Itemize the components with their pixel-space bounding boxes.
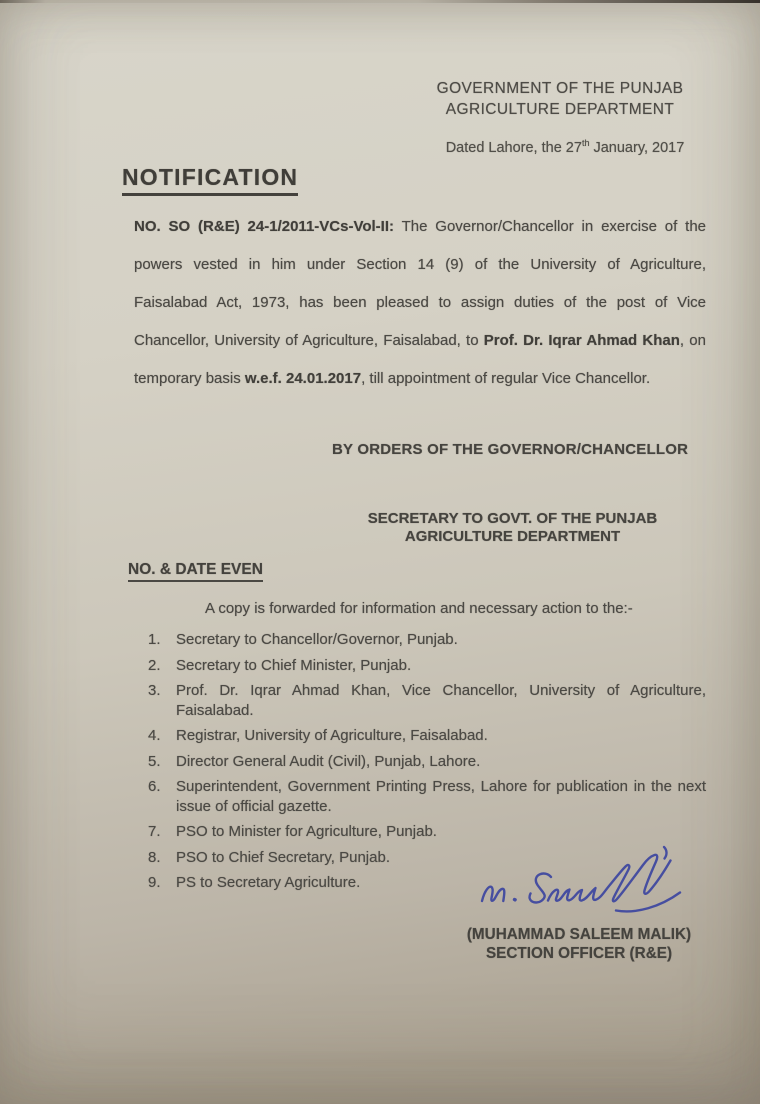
cc-item-text: Superintendent, Government Printing Press, Lahore for publication in the next issue of official gazette. [176, 778, 706, 815]
effective-date: w.e.f. 24.01.2017 [244, 370, 362, 387]
letterhead [360, 78, 760, 120]
cc-item-3 [148, 681, 706, 720]
reference-number: NO. SO (R&E) 24-1/2011-VCs-Vol-II: [134, 218, 395, 235]
cc-item-text: PSO to Chief Secretary, Punjab. [176, 848, 390, 866]
date-text-rest: January, 2017 [589, 140, 685, 156]
paragraph-line-5: temporary basis w.e.f. 24.01.2017, till appointment of regular Vice Chancellor. [134, 370, 651, 387]
notification-title: NOTIFICATION [122, 164, 298, 196]
signature-loops-stroke [548, 855, 671, 901]
appointee-name: Prof. Dr. Iqrar Ahmad Khan [483, 332, 680, 349]
signer-title: SECTION OFFICER (R&E) [485, 944, 673, 962]
cc-item-text: Secretary to Chancellor/Governor, Punjab. [176, 631, 458, 648]
even-number-heading: NO. & DATE EVEN [128, 561, 263, 582]
date-line [415, 138, 715, 156]
cc-item-number: 1. [148, 631, 161, 648]
cc-item-text: Secretary to Chief Minister, Punjab. [176, 656, 412, 674]
cc-item-number: 4. [148, 727, 161, 744]
copy-forwarded-line: A copy is forwarded for information and necessary action to the:- [205, 600, 633, 617]
letterhead-line1: GOVERNMENT OF THE PUNJAB [436, 80, 684, 97]
cc-item-2 [148, 656, 706, 676]
date-text: Dated Lahore, the 27 [445, 140, 582, 156]
cc-item-4 [148, 726, 706, 746]
cc-item-text: Registrar, University of Agriculture, Faisalabad. [176, 727, 488, 744]
signer-name: (MUHAMMAD SALEEM MALIK) [466, 926, 692, 943]
signature-m-stroke [482, 887, 504, 901]
date-ordinal-superscript: th [581, 138, 590, 148]
cc-item-text: Prof. Dr. Iqrar Ahmad Khan, Vice Chancellor, University of Agriculture, Faisalabad. [176, 682, 706, 719]
signatory-designation-line2: AGRICULTURE DEPARTMENT [404, 528, 621, 545]
paragraph-line-3: Faisalabad Act, 1973, has been pleased to assign duties of the post of Vice [134, 294, 706, 311]
signatory-designation-line1: SECRETARY TO GOVT. OF THE PUNJAB [367, 510, 658, 527]
paragraph-line-4: Chancellor, University of Agriculture, Faisalabad, to Prof. Dr. Iqrar Ahmad Khan, on [134, 332, 706, 349]
cc-item-number: 5. [148, 752, 161, 770]
cc-item-number: 2. [148, 656, 161, 674]
signature-underline-flourish [616, 893, 680, 912]
cc-item-text: Director General Audit (Civil), Punjab, Lahore. [176, 752, 481, 770]
signer-block [448, 926, 710, 963]
cc-item-6 [148, 777, 706, 816]
cc-item-1 [148, 630, 706, 650]
cc-item-number: 8. [148, 848, 161, 866]
handwritten-signature-ink [458, 836, 708, 918]
cc-item-5 [148, 752, 706, 772]
cc-item-number: 7. [148, 823, 161, 840]
cc-item-number: 9. [148, 874, 161, 891]
letterhead-line2: AGRICULTURE DEPARTMENT [445, 101, 675, 118]
cc-item-text: PSO to Minister for Agriculture, Punjab. [176, 823, 437, 840]
cc-item-number: 6. [148, 778, 161, 795]
signature-accent-tick [664, 847, 667, 859]
paragraph-line-2: powers vested in him under Section 14 (9) of the University of Agriculture, [134, 256, 706, 273]
by-orders-line: BY ORDERS OF THE GOVERNOR/CHANCELLOR [332, 441, 689, 458]
signatory-designation-block [340, 510, 685, 546]
scan-top-edge-shadow [0, 0, 760, 3]
paragraph-line-1: NO. SO (R&E) 24-1/2011-VCs-Vol-II: The Governor/Chancellor in exercise of the [134, 218, 707, 235]
cc-item-text: PS to Secretary Agriculture. [176, 874, 361, 891]
cc-item-number: 3. [148, 682, 161, 699]
body-paragraph [134, 208, 706, 398]
